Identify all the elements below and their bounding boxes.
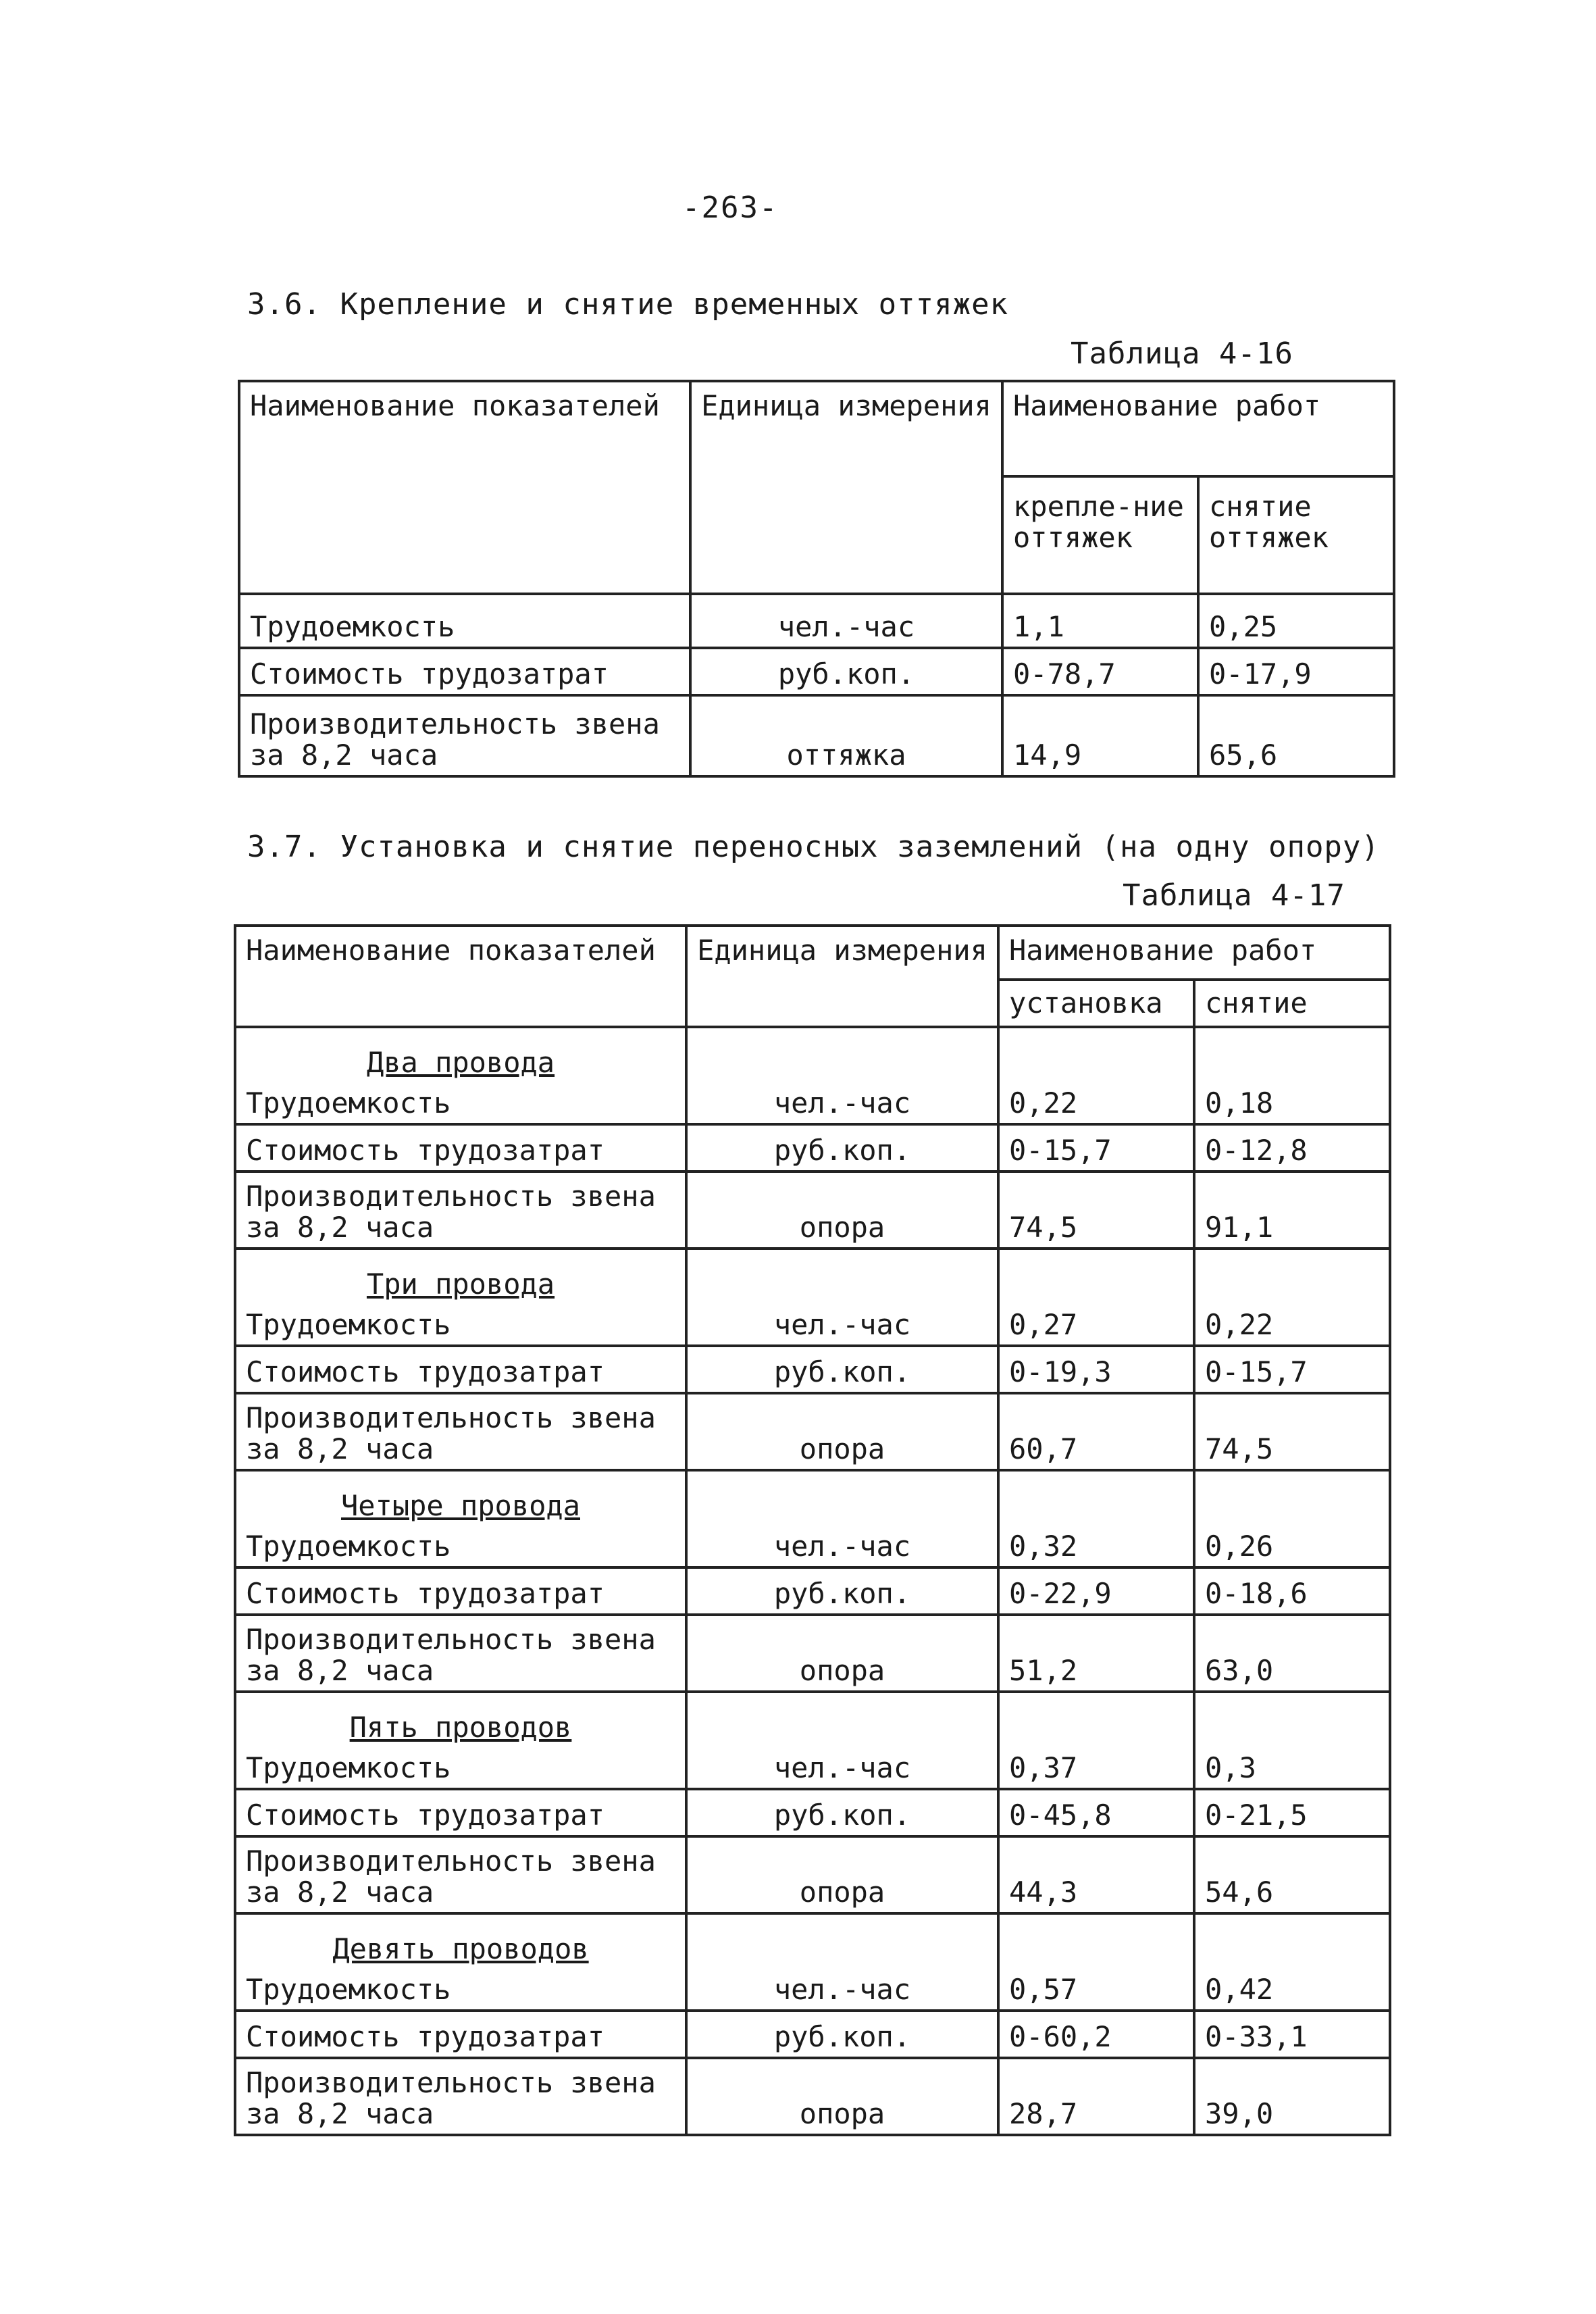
table-label-4-16: Таблица 4-16 xyxy=(1071,336,1293,371)
row-label: Производительность звена за 8,2 часа xyxy=(235,1393,686,1470)
table-row xyxy=(235,1300,1390,1346)
row-value-col1: 60,7 xyxy=(998,1393,1194,1470)
row-unit: чел.-час xyxy=(686,1300,998,1346)
row-label: Трудоемкость xyxy=(235,1743,686,1789)
row-unit: руб.коп. xyxy=(686,1567,998,1615)
group-unit-blank xyxy=(686,1249,998,1300)
group-col2-blank xyxy=(1194,1470,1390,1521)
row-value-col1: 0-45,8 xyxy=(998,1789,1194,1836)
row-unit: чел.-час xyxy=(690,594,1002,648)
row-unit: чел.-час xyxy=(686,1965,998,2011)
group-title-text: Девять проводов xyxy=(332,1932,589,1965)
table-label-4-17: Таблица 4-17 xyxy=(1123,878,1345,913)
table-row xyxy=(235,1346,1390,1393)
row-value-col1: 0-78,7 xyxy=(1002,648,1198,695)
group-unit-blank xyxy=(686,1470,998,1521)
header-col1: установка xyxy=(998,980,1194,1027)
row-value-col2: 0,42 xyxy=(1194,1965,1390,2011)
row-value-col1: 0,57 xyxy=(998,1965,1194,2011)
row-value-col1: 0,32 xyxy=(998,1521,1194,1567)
header-col2: снятие xyxy=(1194,980,1390,1027)
row-value-col1: 0-22,9 xyxy=(998,1567,1194,1615)
row-unit: чел.-час xyxy=(686,1743,998,1789)
row-value-col1: 28,7 xyxy=(998,2058,1194,2135)
row-value-col2: 0-15,7 xyxy=(1194,1346,1390,1393)
row-unit: руб.коп. xyxy=(690,648,1002,695)
group-unit-blank xyxy=(686,1692,998,1743)
row-value-col1: 44,3 xyxy=(998,1836,1194,1913)
group-col2-blank xyxy=(1194,1692,1390,1743)
row-label: Стоимость трудозатрат xyxy=(235,1567,686,1615)
group-title-text: Пять проводов xyxy=(349,1711,572,1744)
row-unit: опора xyxy=(686,1615,998,1692)
table-row xyxy=(239,594,1394,648)
row-unit: опора xyxy=(686,2058,998,2135)
row-unit: опора xyxy=(686,1172,998,1249)
group-col1-blank xyxy=(998,1913,1194,1965)
row-unit: руб.коп. xyxy=(686,1346,998,1393)
row-unit: руб.коп. xyxy=(686,1124,998,1172)
table-row xyxy=(239,695,1394,776)
group-header-row xyxy=(235,1470,1390,1521)
row-unit: опора xyxy=(686,1836,998,1913)
group-title-text: Четыре провода xyxy=(340,1489,580,1522)
row-label: Производительность звена за 8,2 часа xyxy=(239,695,690,776)
row-value-col2: 91,1 xyxy=(1194,1172,1390,1249)
row-unit: чел.-час xyxy=(686,1521,998,1567)
row-label: Трудоемкость xyxy=(239,594,690,648)
row-label: Стоимость трудозатрат xyxy=(239,648,690,695)
group-col2-blank xyxy=(1194,1027,1390,1078)
row-value-col1: 0,37 xyxy=(998,1743,1194,1789)
table-row xyxy=(235,2011,1390,2058)
row-label: Трудоемкость xyxy=(235,1521,686,1567)
row-value-col1: 14,9 xyxy=(1002,695,1198,776)
group-title xyxy=(235,1470,686,1521)
group-title-text: Три провода xyxy=(366,1267,555,1301)
header-col1: крепле-ние оттяжек xyxy=(1002,476,1198,594)
row-label: Стоимость трудозатрат xyxy=(235,1124,686,1172)
header-unit: Единица измерения xyxy=(690,381,1002,594)
table-row xyxy=(235,1521,1390,1567)
row-value-col2: 0,22 xyxy=(1194,1300,1390,1346)
table-4-16 xyxy=(238,380,1395,778)
row-value-col2: 0,3 xyxy=(1194,1743,1390,1789)
table-row xyxy=(235,1172,1390,1249)
row-label: Стоимость трудозатрат xyxy=(235,1346,686,1393)
row-value-col1: 0-19,3 xyxy=(998,1346,1194,1393)
section-title-3-6: 3.6. Крепление и снятие временных оттяжек xyxy=(247,287,1009,322)
header-indicator: Наименование показателей xyxy=(235,926,686,1027)
table-row xyxy=(235,1615,1390,1692)
table-row xyxy=(235,1078,1390,1124)
header-unit: Единица измерения xyxy=(686,926,998,1027)
row-value-col2: 63,0 xyxy=(1194,1615,1390,1692)
row-label: Производительность звена за 8,2 часа xyxy=(235,1615,686,1692)
row-label: Трудоемкость xyxy=(235,1300,686,1346)
row-value-col1: 0,22 xyxy=(998,1078,1194,1124)
row-value-col2: 0,18 xyxy=(1194,1078,1390,1124)
group-col1-blank xyxy=(998,1027,1194,1078)
header-works: Наименование работ xyxy=(1002,381,1394,476)
row-value-col1: 1,1 xyxy=(1002,594,1198,648)
group-unit-blank xyxy=(686,1913,998,1965)
group-header-row xyxy=(235,1913,1390,1965)
group-col1-blank xyxy=(998,1692,1194,1743)
table-row xyxy=(235,2058,1390,2135)
row-label: Трудоемкость xyxy=(235,1965,686,2011)
row-label: Стоимость трудозатрат xyxy=(235,1789,686,1836)
group-col1-blank xyxy=(998,1470,1194,1521)
header-indicator: Наименование показателей xyxy=(239,381,690,594)
group-title-text: Два провода xyxy=(366,1046,555,1079)
row-value-col2: 0-21,5 xyxy=(1194,1789,1390,1836)
row-value-col2: 0-12,8 xyxy=(1194,1124,1390,1172)
row-label: Производительность звена за 8,2 часа xyxy=(235,2058,686,2135)
row-unit: оттяжка xyxy=(690,695,1002,776)
table-row xyxy=(235,1743,1390,1789)
table-row xyxy=(235,1836,1390,1913)
row-value-col1: 51,2 xyxy=(998,1615,1194,1692)
table-row xyxy=(239,648,1394,695)
table-row xyxy=(235,1124,1390,1172)
row-value-col1: 0-60,2 xyxy=(998,2011,1194,2058)
row-label: Стоимость трудозатрат xyxy=(235,2011,686,2058)
group-header-row xyxy=(235,1692,1390,1743)
page-number: -263- xyxy=(682,191,779,225)
row-unit: чел.-час xyxy=(686,1078,998,1124)
section-title-3-7: 3.7. Установка и снятие переносных заземлений (на одну опору) xyxy=(247,830,1380,864)
group-header-row xyxy=(235,1027,1390,1078)
row-value-col2: 0-17,9 xyxy=(1198,648,1394,695)
row-value-col1: 0-15,7 xyxy=(998,1124,1194,1172)
header-col2: снятие оттяжек xyxy=(1198,476,1394,594)
row-label: Производительность звена за 8,2 часа xyxy=(235,1836,686,1913)
row-value-col2: 0,25 xyxy=(1198,594,1394,648)
group-title xyxy=(235,1249,686,1300)
row-value-col2: 74,5 xyxy=(1194,1393,1390,1470)
row-value-col2: 0-33,1 xyxy=(1194,2011,1390,2058)
group-title xyxy=(235,1692,686,1743)
row-value-col1: 0,27 xyxy=(998,1300,1194,1346)
row-value-col2: 65,6 xyxy=(1198,695,1394,776)
row-value-col2: 0-18,6 xyxy=(1194,1567,1390,1615)
table-row xyxy=(235,1789,1390,1836)
row-value-col2: 39,0 xyxy=(1194,2058,1390,2135)
group-header-row xyxy=(235,1249,1390,1300)
group-title xyxy=(235,1027,686,1078)
header-works: Наименование работ xyxy=(998,926,1390,980)
row-value-col1: 74,5 xyxy=(998,1172,1194,1249)
row-unit: руб.коп. xyxy=(686,1789,998,1836)
group-col2-blank xyxy=(1194,1249,1390,1300)
table-row xyxy=(235,1567,1390,1615)
row-value-col2: 54,6 xyxy=(1194,1836,1390,1913)
table-4-17 xyxy=(234,924,1391,2136)
group-unit-blank xyxy=(686,1027,998,1078)
group-col2-blank xyxy=(1194,1913,1390,1965)
table-row xyxy=(235,1965,1390,2011)
table-row xyxy=(235,1393,1390,1470)
row-unit: опора xyxy=(686,1393,998,1470)
row-label: Производительность звена за 8,2 часа xyxy=(235,1172,686,1249)
row-label: Трудоемкость xyxy=(235,1078,686,1124)
row-value-col2: 0,26 xyxy=(1194,1521,1390,1567)
group-col1-blank xyxy=(998,1249,1194,1300)
row-unit: руб.коп. xyxy=(686,2011,998,2058)
group-title xyxy=(235,1913,686,1965)
